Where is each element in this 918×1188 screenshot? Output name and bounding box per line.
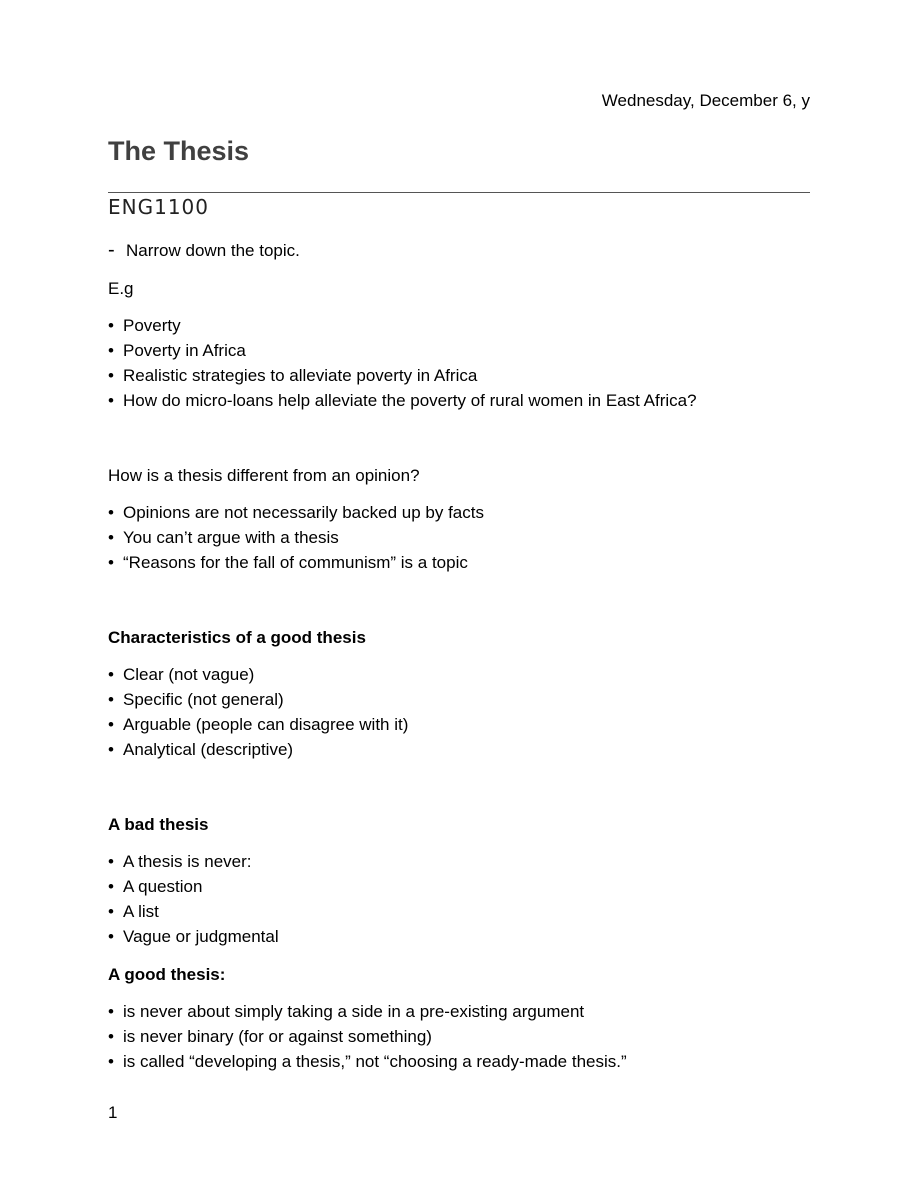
bad-thesis-list: [108, 849, 810, 949]
bullet-icon: •: [108, 503, 114, 522]
bullet-icon: •: [108, 366, 114, 385]
list-item-text: Specific (not general): [123, 690, 284, 709]
list-item: [108, 849, 810, 874]
eg-label: E.g: [108, 279, 134, 298]
bullet-icon: •: [108, 902, 114, 921]
list-item: [108, 662, 810, 687]
bullet-icon: •: [108, 316, 114, 335]
bullet-icon: •: [108, 553, 114, 572]
good-thesis-heading: A good thesis:: [108, 965, 226, 984]
spacer: [108, 762, 810, 799]
intro-line: [108, 238, 810, 263]
list-item-text: Analytical (descriptive): [123, 740, 294, 759]
bullet-icon: •: [108, 852, 114, 871]
spacer: [108, 575, 810, 612]
title-divider: [108, 192, 810, 193]
list-item: [108, 550, 810, 575]
list-item-text: Realistic strategies to alleviate poverty in Africa: [123, 366, 478, 385]
characteristics-list: [108, 662, 810, 762]
characteristics-heading: Characteristics of a good thesis: [108, 628, 366, 647]
bullet-icon: •: [108, 1052, 114, 1071]
list-item-text: is never binary (for or against something): [123, 1027, 432, 1046]
opinion-heading: How is a thesis different from an opinion?: [108, 466, 420, 485]
spacer: [108, 413, 810, 450]
list-item-text: “Reasons for the fall of communism” is a topic: [123, 553, 468, 572]
eg-list: [108, 313, 810, 413]
list-item-text: Clear (not vague): [123, 665, 255, 684]
list-item-text: Vague or judgmental: [123, 927, 279, 946]
list-item: [108, 525, 810, 550]
list-item: [108, 388, 810, 413]
page-title: The Thesis: [108, 136, 250, 166]
list-item-text: A list: [123, 902, 159, 921]
list-item: [108, 712, 810, 737]
bullet-icon: •: [108, 1027, 114, 1046]
list-item: [108, 924, 810, 949]
bullet-icon: •: [108, 877, 114, 896]
bullet-icon: •: [108, 740, 114, 759]
list-item: [108, 1049, 810, 1074]
list-item-text: Poverty in Africa: [123, 341, 246, 360]
bullet-icon: •: [108, 1002, 114, 1021]
bullet-icon: •: [108, 341, 114, 360]
list-item-text: is called “developing a thesis,” not “choosing a ready-made thesis.”: [123, 1052, 627, 1071]
list-item-text: A thesis is never:: [123, 852, 252, 871]
list-item: [108, 687, 810, 712]
page-number: 1: [108, 1103, 118, 1122]
good-thesis-list: [108, 999, 810, 1074]
list-item: [108, 500, 810, 525]
bullet-icon: •: [108, 690, 114, 709]
list-item-text: You can’t argue with a thesis: [123, 528, 339, 547]
list-item: [108, 338, 810, 363]
list-item: [108, 899, 810, 924]
list-item: [108, 363, 810, 388]
bullet-icon: •: [108, 927, 114, 946]
list-item-text: is never about simply taking a side in a pre-existing argument: [123, 1002, 585, 1021]
list-item-text: Poverty: [123, 316, 181, 335]
list-item: [108, 737, 810, 762]
dash-marker: -: [108, 239, 115, 261]
list-item-text: How do micro-loans help alleviate the poverty of rural women in East Africa?: [123, 391, 697, 410]
bad-thesis-heading: A bad thesis: [108, 815, 209, 834]
opinion-list: [108, 500, 810, 575]
header-date: Wednesday, December 6, y: [601, 91, 810, 110]
list-item: [108, 313, 810, 338]
document-body: [108, 238, 810, 1074]
course-code: ENG1100: [108, 195, 209, 219]
bullet-icon: •: [108, 528, 114, 547]
list-item-text: Arguable (people can disagree with it): [123, 715, 409, 734]
bullet-icon: •: [108, 715, 114, 734]
list-item: [108, 874, 810, 899]
list-item: [108, 1024, 810, 1049]
bullet-icon: •: [108, 665, 114, 684]
bullet-icon: •: [108, 391, 114, 410]
list-item-text: Opinions are not necessarily backed up by facts: [123, 503, 484, 522]
list-item-text: A question: [123, 877, 203, 896]
list-item: [108, 999, 810, 1024]
intro-text: Narrow down the topic.: [126, 241, 300, 260]
